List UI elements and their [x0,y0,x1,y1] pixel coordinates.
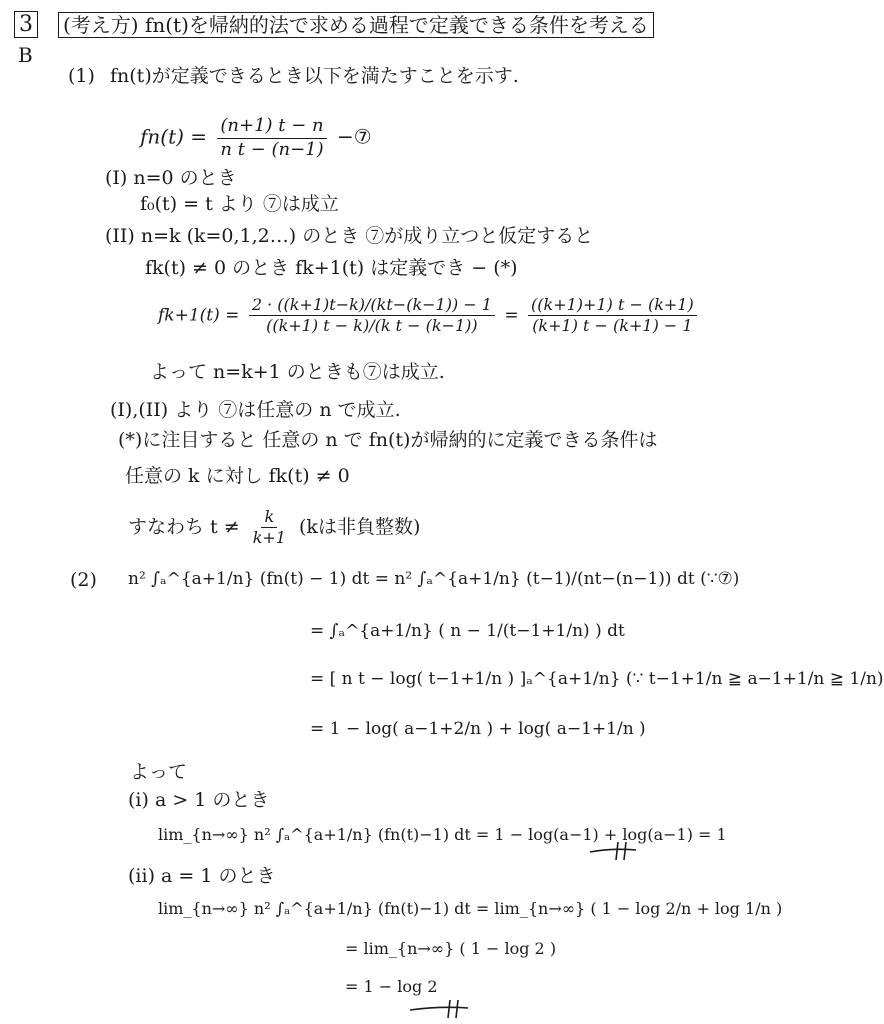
answer-mark-case-i [590,842,636,860]
case-II-conclusion: よって n=k+1 のときも⑦は成立. [150,361,445,383]
case-i-label: (i) a > 1 のとき [128,789,270,811]
condition-nonzero: 任意の k に対し fk(t) ≠ 0 [125,465,350,487]
case-ii-limit-1: lim_{n→∞} n² ∫ₐ^{a+1/n} (fn(t)−1) dt = lim_{n→∞} ( 1 − log 2/n + log 1/n ) [158,899,783,918]
problem-number: 3 [14,12,38,37]
induction-conclusion: (I),(II) より ⑦は任意の n で成立. [110,399,401,421]
therefore-text: よって [130,761,188,783]
subproblem-letter: B [18,43,33,67]
integral-line-4: = 1 − log( a−1+2/n ) + log( a−1+1/n ) [310,719,646,739]
condition-t: すなわち t ≠ $\frac{k}{k+1}$ (kは非負整数) [128,507,421,548]
answer-mark-case-ii [410,1000,468,1018]
case-II-body: fk(t) ≠ 0 のとき fk+1(t) は定義でき − (*) [145,257,518,279]
case-II-label: (II) n=k (k=0,1,2…) のとき ⑦が成り立つと仮定すると [105,225,594,247]
case-ii-limit-2: = lim_{n→∞} ( 1 − log 2 ) [345,939,557,958]
definition-condition: (*)に注目すると 任意の n で fn(t)が帰納的に定義できる条件は [118,429,658,451]
case-I-body: f₀(t) = t より ⑦は成立 [140,193,339,215]
part2-label: (2) [70,569,97,591]
recurrence-step: fk+1(t) = $\frac{2 \cdot ((k+1)t-k)/(kt-(k-1)) - 1}{\text{((k+1) t − k)/(k t − (k−1))}}$ = $\frac{((k+1)+1) t - (k+1)}{(k+1) t - (k+1) - 1}$ [158,296,701,336]
approach-title: (考え方) fn(t)を帰納的法で求める過程で定義できる条件を考える [58,14,654,37]
part1-intro: fn(t)が定義できるとき以下を満たすことを示す. [110,65,519,87]
integral-line-2: = ∫ₐ^{a+1/n} ( n − 1/(t−1+1/n) ) dt [310,621,625,641]
case-ii-label: (ii) a = 1 のとき [128,865,276,887]
case-I-label: (I) n=0 のとき [105,167,237,189]
integral-line-1: n² ∫ₐ^{a+1/n} (fn(t) − 1) dt = n² ∫ₐ^{a+1/n} (t−1)/(nt−(n−1)) dt (∵⑦) [128,569,740,589]
integral-line-3: = [ n t − log( t−1+1/n ) ]ₐ^{a+1/n} (∵ t−1+1/n ≧ a−1+1/n ≧ 1/n) [310,669,884,689]
case-i-limit: lim_{n→∞} n² ∫ₐ^{a+1/n} (fn(t)−1) dt = 1 − log(a−1) + log(a−1) = 1 [158,825,727,844]
case-ii-result: = 1 − log 2 [345,977,438,996]
equation-7: fn(t) = $\frac{(n+1) t - n}{\text{n t − (n−1)}}$ −⑦ [140,115,372,160]
part1-label: (1) [68,65,95,87]
